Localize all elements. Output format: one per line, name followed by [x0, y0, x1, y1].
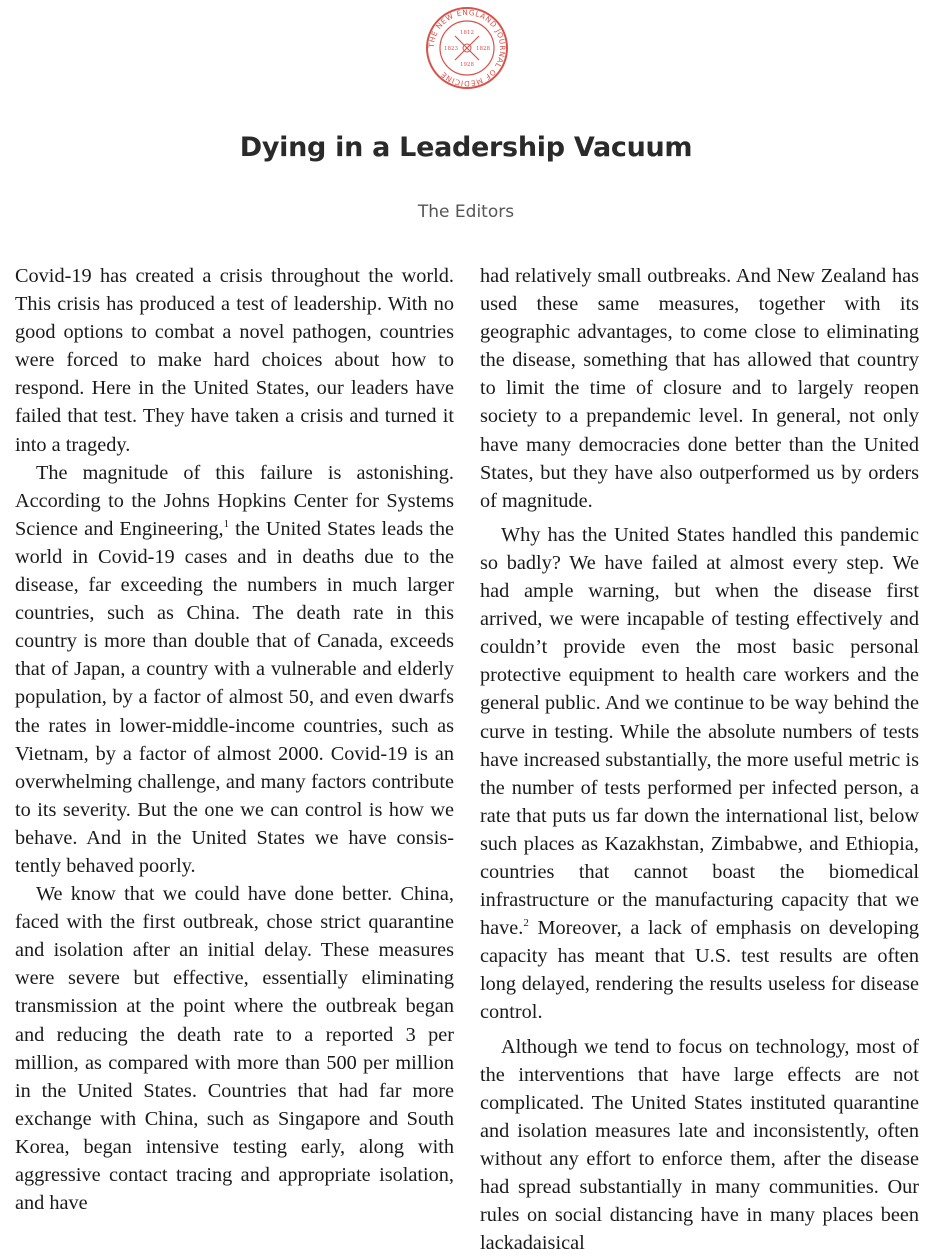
svg-text:1928: 1928 [460, 62, 474, 68]
text-column-right [480, 262, 919, 1255]
paragraph-2-text-a: The magnitude of this failure is astonishing. According to the Johns Hopkins Center for Systems Science and Engineering, [15, 461, 454, 540]
paragraph-3-continued: had relatively small outbreaks. And New Zealand has used these same measures, together with its geographic advantages, to come close to eliminating the disease, something that has allowed that country to limit the time of closure and to largely reopen society to a prepandemic level. In general, not only have many democracies done better than the United States, but they have also outperformed us by orders of magnitude. [480, 265, 919, 512]
footnote-ref-1[interactable]: 1 [223, 518, 230, 531]
svg-text:1812: 1812 [460, 30, 474, 36]
paragraph-4 [480, 521, 919, 1027]
paragraph-1: Covid-19 has created a crisis throughout the world. This crisis has produced a test of leadership. With no good options to combat a novel pathogen, countries were forced to make hard choices about how to respond. Here in the United States, our leaders have failed that test. They have taken a crisis and turned it into a tragedy. [15, 265, 454, 456]
paragraph-2 [15, 459, 454, 880]
paragraph-2-text-b: the United States leads the world in Covid-19 cases and in deaths due to the disease, far exceeding the numbers in much larger countries, such as China. The death rate in this country is more than double that of Canada, exceeds that of Japan, a country with a vulnerable and elderly population, by a factor of almost 50, and even dwarfs the rates in lower-middle-income countries, such as Vietnam, by a factor of almost 2000. Covid-19 is an overwhelming challenge, and many factors contribute to its severity. But the one we can control is how we behave. And in the United States we have consistently behaved poorly. [15, 517, 454, 877]
text-column-left [15, 262, 454, 1215]
paragraph-4-text-a: Why has the United States handled this pandemic so badly? We have failed at almost every step. We had ample warning, but when the disease first arrived, we were incapable of testing effectively and couldn’t provide even the most basic personal protective equipment to health care workers and the general public. And we continue to be way behind the curve in testing. While the absolute numbers of tests have increased substantially, the more useful metric is the number of tests performed per infected person, a rate that puts us far down the international list, below such places as Kazakhstan, Zimbabwe, and Ethiopia, countries that cannot boast the biomedical infrastructure or the manufacturing capacity that we have. [480, 523, 919, 940]
article-title: Dying in a Leadership Vacuum [239, 132, 693, 163]
svg-text:1823: 1823 [444, 46, 458, 52]
footnote-ref-2[interactable]: 2 [523, 917, 529, 930]
svg-text:1828: 1828 [476, 46, 490, 52]
paragraph-4-text-b: Moreover, a lack of emphasis on developing capacity has meant that U.S. test results are often long delayed, rendering the results useless for disease control. [480, 917, 919, 1024]
paragraph-5: Although we tend to focus on technology, most of the interventions that have large effects are not complicated. The United States instituted quarantine and isolation measures late and inconsistently, often without any effort to enforce them, after the disease had spread substantially in many communities. Our rules on social distancing have in many places been lackadaisical [480, 1035, 919, 1255]
journal-seal-logo [425, 6, 509, 90]
article-byline: The Editors [417, 202, 515, 222]
svg-text:THE NEW ENGLAND JOURNAL OF MED: THE NEW ENGLAND JOURNAL OF MEDICINE [426, 7, 508, 89]
paragraph-3: We know that we could have done better. China, faced with the first outbreak, chose strict quarantine and isolation after an initial delay. These measures were severe but effective, essentially eliminating transmission at the point where the outbreak began and reducing the death rate to a reported 3 per million, as compared with more than 500 per million in the United States. Countries that had far more exchange with China, such as Singapore and South Korea, began intensive testing early, along with aggressive contact tracing and appropriate isolation, and have [15, 883, 454, 1215]
